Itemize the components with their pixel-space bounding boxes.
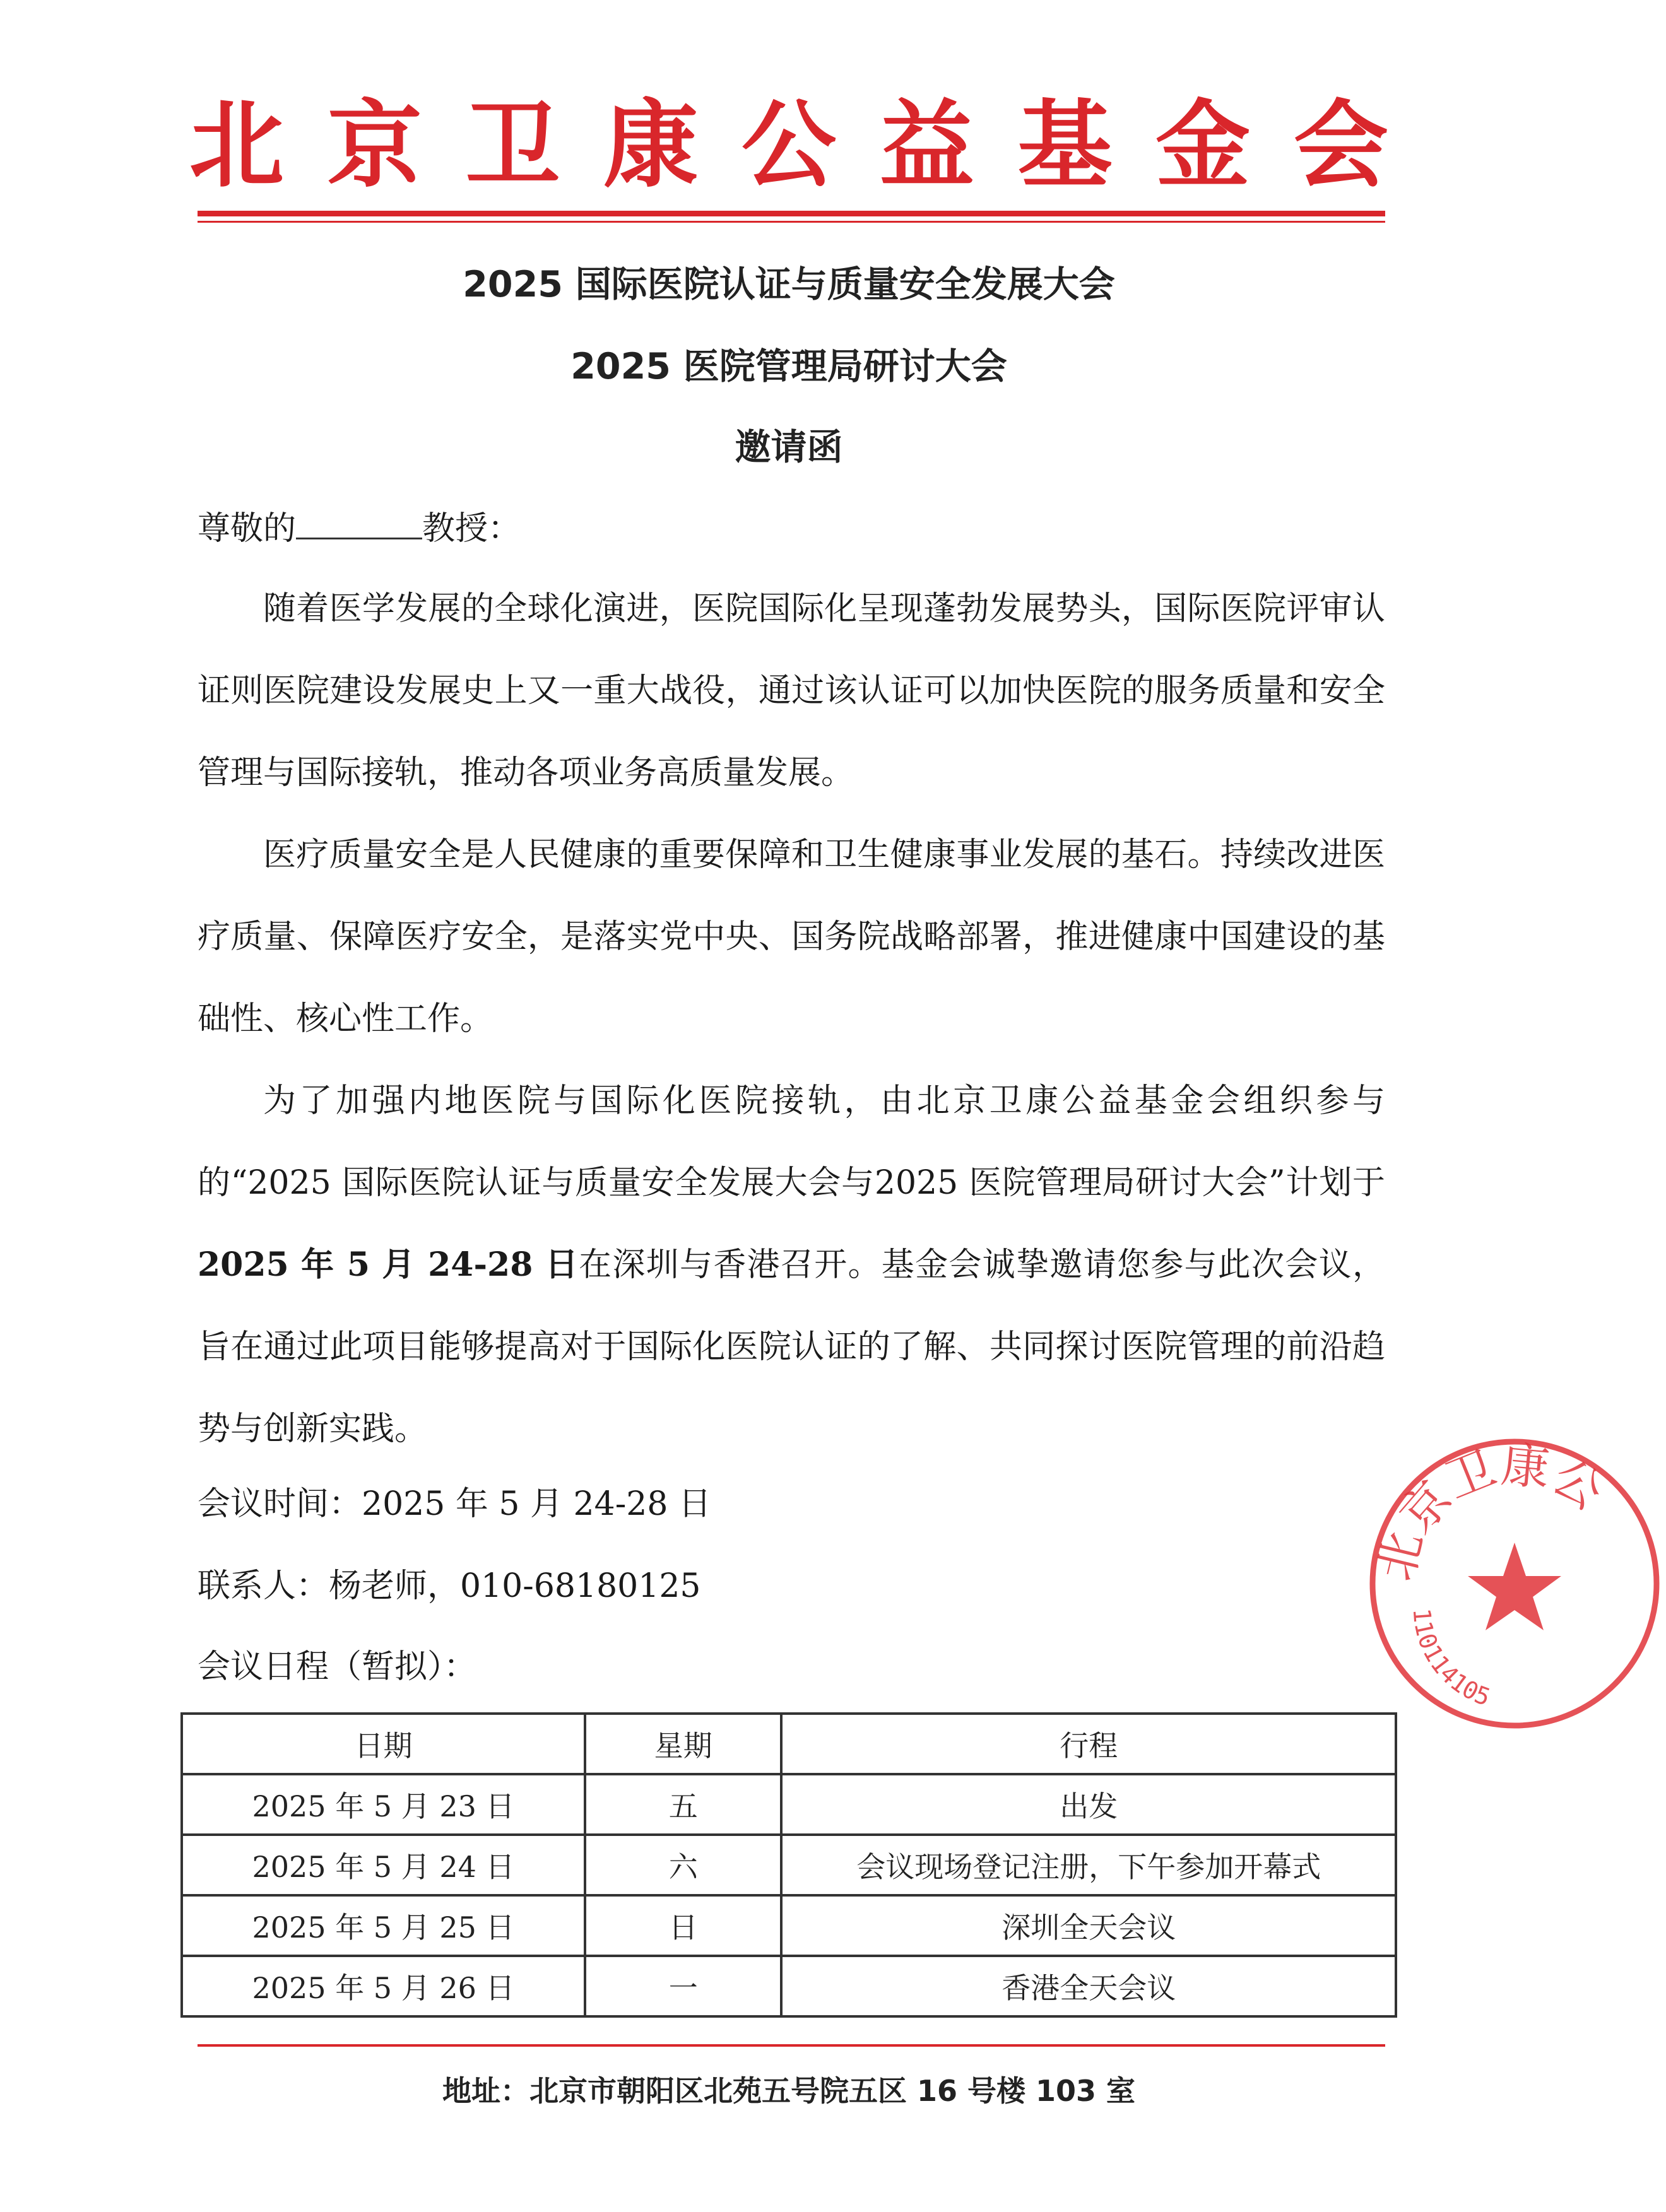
title-line-2: 2025 医院管理局研讨大会 xyxy=(570,346,1007,387)
table-row xyxy=(182,1895,1396,1956)
footer-address: 地址：北京市朝阳区北苑五号院五区 16 号楼 103 室 xyxy=(442,2074,1136,2108)
meeting-time: 会议时间：2025 年 5 月 24-28 日 xyxy=(198,1485,711,1523)
title-invitation: 邀请函 xyxy=(735,427,843,468)
seal-org-text: 北京卫康公 xyxy=(1367,1436,1614,1586)
table-cell-itinerary: 出发 xyxy=(781,1774,1396,1835)
star-icon xyxy=(1468,1543,1561,1630)
letterhead-char: 北 xyxy=(189,90,285,201)
table-cell-itinerary: 香港全天会议 xyxy=(781,1956,1396,2016)
paragraph-2: 医疗质量安全是人民健康的重要保障和卫生健康事业发展的基石。持续改进医疗质量、保障医疗安全，是落实党中央、国务院战略部署，推进健康中国建设的基础性、核心性工作。 xyxy=(198,836,1385,1038)
table-header-date: 日期 xyxy=(182,1714,585,1774)
letterhead-org-name xyxy=(189,88,1388,202)
schedule-heading: 会议日程（暂拟）： xyxy=(198,1648,477,1686)
table-cell-weekday: 日 xyxy=(585,1895,781,1956)
seal-number: 110114105 xyxy=(1407,1607,1494,1712)
table-cell-weekday: 一 xyxy=(585,1956,781,2016)
table-cell-weekday: 五 xyxy=(585,1774,781,1835)
paragraph-3-dates: 2025 年 5 月 24-28 日 xyxy=(198,1245,579,1284)
letterhead-char: 益 xyxy=(879,90,974,201)
table-cell-date: 2025 年 5 月 24 日 xyxy=(182,1835,585,1895)
schedule-table xyxy=(180,1712,1397,2018)
letterhead-char: 金 xyxy=(1155,90,1251,201)
table-row xyxy=(182,1835,1396,1895)
table-cell-itinerary: 深圳全天会议 xyxy=(781,1895,1396,1956)
paragraph-3 xyxy=(198,1060,1385,1470)
table-row xyxy=(182,1774,1396,1835)
salutation-prefix: 尊敬的 xyxy=(198,510,297,548)
salutation-suffix: 教授： xyxy=(422,510,521,548)
footer-rule xyxy=(198,2044,1385,2047)
table-header-row xyxy=(182,1714,1396,1774)
letterhead-char: 京 xyxy=(327,90,422,201)
table-cell-date: 2025 年 5 月 23 日 xyxy=(182,1774,585,1835)
table-header-weekday: 星期 xyxy=(585,1714,781,1774)
letterhead-char: 康 xyxy=(603,90,699,201)
name-blank-line xyxy=(296,510,422,539)
paragraph-3-text-b: 在深圳与香港召开。基金会诚挚邀请您参与此次会议，旨在通过此项目能够提高对于国际化医院认证的了解、共同探讨医院管理的前沿趋势与创新实践。 xyxy=(198,1246,1385,1448)
letterhead-char: 基 xyxy=(1017,90,1113,201)
letterhead-char: 会 xyxy=(1293,90,1388,201)
table-row xyxy=(182,1956,1396,2016)
paragraph-3-text-a: 为了加强内地医院与国际化医院接轨，由北京卫康公益基金会组织参与的“2025 国际医院认证与质量安全发展大会与2025 医院管理局研讨大会”计划于 xyxy=(198,1082,1385,1202)
letterhead-char: 卫 xyxy=(465,90,560,201)
letterhead-char: 公 xyxy=(741,90,836,201)
table-cell-date: 2025 年 5 月 26 日 xyxy=(182,1956,585,2016)
contact-person: 联系人：杨老师，010-68180125 xyxy=(198,1567,701,1605)
table-cell-date: 2025 年 5 月 25 日 xyxy=(182,1895,585,1956)
official-seal xyxy=(1363,1432,1666,1735)
paragraph-1: 随着医学发展的全球化演进，医院国际化呈现蓬勃发展势头，国际医院评审认证则医院建设发展史上又一重大战役，通过该认证可以加快医院的服务质量和安全管理与国际接轨，推动各项业务高质量发展。 xyxy=(198,590,1385,792)
table-cell-weekday: 六 xyxy=(585,1835,781,1895)
letterhead-rule-thin xyxy=(198,221,1385,223)
title-line-1: 2025 国际医院认证与质量安全发展大会 xyxy=(463,264,1115,305)
salutation xyxy=(198,502,521,549)
letterhead-rule-thick xyxy=(198,211,1385,216)
table-cell-itinerary: 会议现场登记注册，下午参加开幕式 xyxy=(781,1835,1396,1895)
table-header-itinerary: 行程 xyxy=(781,1714,1396,1774)
